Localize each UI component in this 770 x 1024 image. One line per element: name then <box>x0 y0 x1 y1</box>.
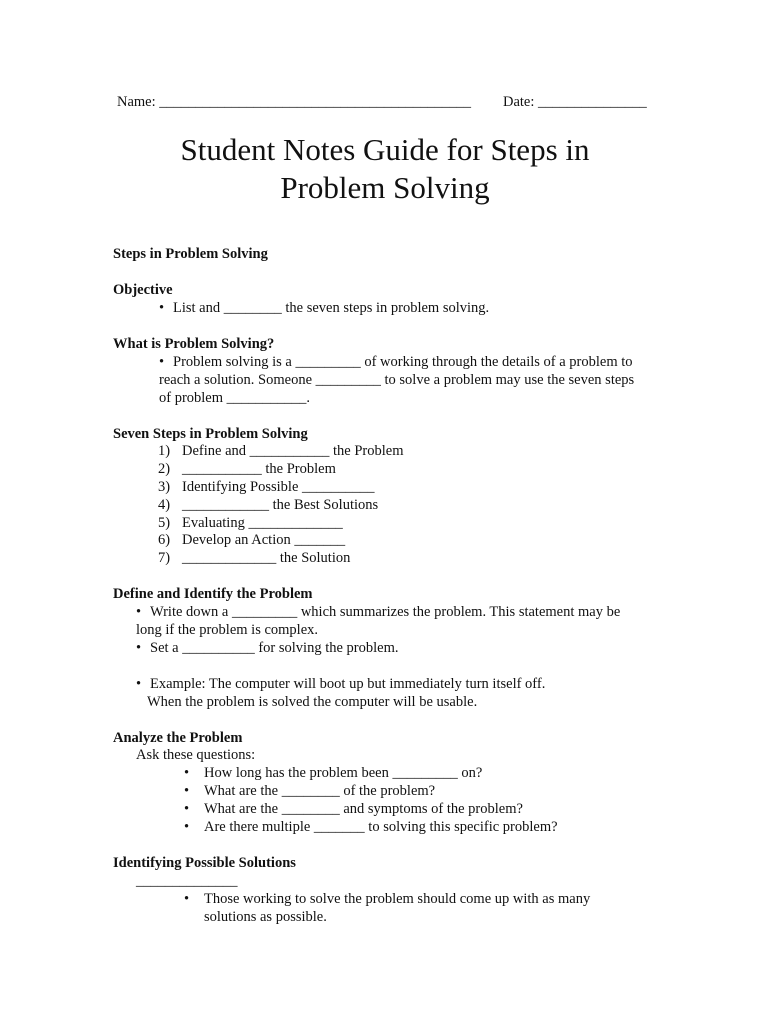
date-field: Date: _______________ <box>503 94 647 110</box>
identifying-text-1: Those working to solve the problem should come up with as many <box>204 891 591 907</box>
step-number: 2) <box>158 461 171 477</box>
what-is-text-1: Problem solving is a _________ of working through the details of a problem to <box>173 354 633 370</box>
bullet-icon: • <box>184 819 190 835</box>
question-item <box>184 818 558 836</box>
step-number: 3) <box>158 479 171 495</box>
bullet-icon: • <box>136 640 142 656</box>
step-item <box>158 460 336 478</box>
page-title-line-2: Problem Solving <box>280 170 490 205</box>
define-text-1: Write down a _________ which summarizes the problem. This statement may be <box>150 604 621 620</box>
define-bullet-3 <box>136 675 545 693</box>
question-text: How long has the problem been _________ on? <box>204 765 483 781</box>
objective-bullet <box>159 299 489 317</box>
bullet-icon: • <box>184 801 190 817</box>
question-text: What are the ________ of the problem? <box>204 783 436 799</box>
step-item <box>158 514 343 532</box>
step-text: Identifying Possible __________ <box>182 479 375 495</box>
step-text: Define and ___________ the Problem <box>182 443 404 459</box>
question-item <box>184 800 523 818</box>
step-text: ____________ the Best Solutions <box>182 497 379 513</box>
define-bullet-1 <box>136 603 620 621</box>
step-item <box>158 549 350 567</box>
step-item <box>158 442 404 460</box>
bullet-icon: • <box>136 604 142 620</box>
step-text: Develop an Action _______ <box>182 532 346 548</box>
step-number: 7) <box>158 550 171 566</box>
define-bullet-1-cont: long if the problem is complex. <box>136 622 319 638</box>
question-item <box>184 782 435 800</box>
step-text: _____________ the Solution <box>182 550 351 566</box>
identifying-bullet <box>184 890 590 908</box>
seven-steps-heading: Seven Steps in Problem Solving <box>113 426 308 442</box>
page-title-line-1: Student Notes Guide for Steps in <box>180 132 590 167</box>
step-text: ___________ the Problem <box>182 461 336 477</box>
name-field: Name: ___________________________________________ <box>117 94 472 110</box>
what-is-heading: What is Problem Solving? <box>113 336 275 352</box>
question-text: Are there multiple _______ to solving this specific problem? <box>204 819 558 835</box>
analyze-intro: Ask these questions: <box>136 747 256 763</box>
identifying-text-2: solutions as possible. <box>204 909 327 925</box>
define-bullet-2 <box>136 639 398 657</box>
step-number: 1) <box>158 443 171 459</box>
bullet-icon: • <box>184 765 190 781</box>
step-number: 6) <box>158 532 171 548</box>
step-item <box>158 496 378 514</box>
objective-heading: Objective <box>113 282 173 298</box>
step-number: 5) <box>158 515 171 531</box>
bullet-icon: • <box>184 783 190 799</box>
what-is-line-2: reach a solution. Someone _________ to solve a problem may use the seven steps <box>159 372 635 388</box>
define-heading: Define and Identify the Problem <box>113 586 313 602</box>
steps-heading: Steps in Problem Solving <box>113 246 268 262</box>
example-text-2: When the problem is solved the computer will be usable. <box>147 694 478 710</box>
define-text-2: Set a __________ for solving the problem. <box>150 640 399 656</box>
step-item <box>158 478 375 496</box>
step-number: 4) <box>158 497 171 513</box>
bullet-icon: • <box>184 891 190 907</box>
objective-text: List and ________ the seven steps in problem solving. <box>173 300 490 316</box>
question-text: What are the ________ and symptoms of the problem? <box>204 801 523 817</box>
step-text: Evaluating _____________ <box>182 515 343 531</box>
identifying-heading: Identifying Possible Solutions <box>113 855 296 871</box>
identifying-blank: ______________ <box>136 873 238 889</box>
example-text-1: Example: The computer will boot up but immediately turn itself off. <box>150 676 546 692</box>
question-item <box>184 764 482 782</box>
what-is-line-1 <box>159 353 633 371</box>
analyze-heading: Analyze the Problem <box>113 730 243 746</box>
bullet-icon: • <box>136 676 142 692</box>
step-item <box>158 531 345 549</box>
bullet-icon: • <box>159 300 165 316</box>
what-is-line-3: of problem ___________. <box>159 390 311 406</box>
bullet-icon: • <box>159 354 165 370</box>
